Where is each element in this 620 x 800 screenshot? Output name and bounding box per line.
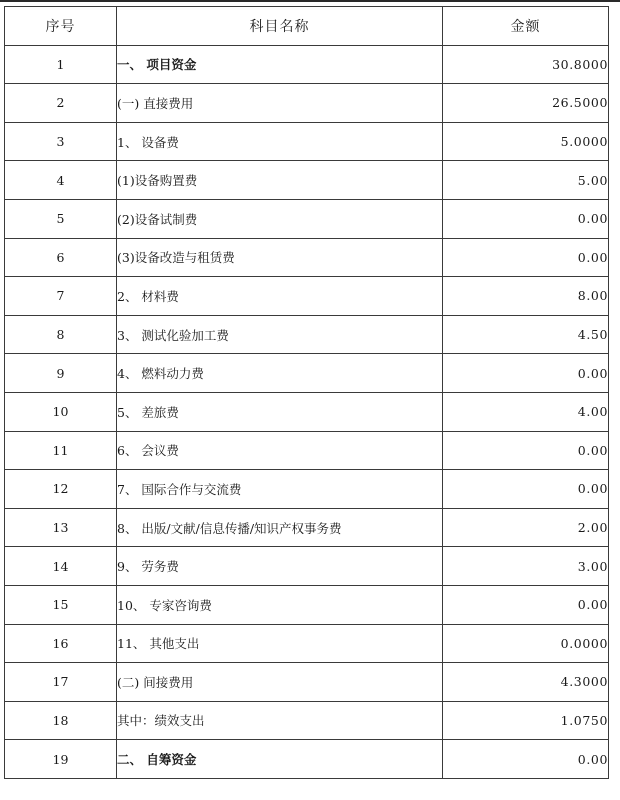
row-seq: 12 xyxy=(5,470,117,509)
header-amount: 金额 xyxy=(443,7,609,46)
row-seq: 15 xyxy=(5,585,117,624)
table-body xyxy=(5,45,609,778)
top-rule xyxy=(0,0,620,2)
row-amount: 0.00 xyxy=(443,199,609,238)
row-subject-name: 其中：绩效支出 xyxy=(117,701,443,740)
row-amount: 26.5000 xyxy=(443,84,609,123)
table-row xyxy=(5,470,609,509)
row-seq: 13 xyxy=(5,508,117,547)
table-row xyxy=(5,431,609,470)
row-amount: 4.3000 xyxy=(443,663,609,702)
row-subject-name: 二、 自筹资金 xyxy=(117,740,443,779)
row-amount: 4.50 xyxy=(443,315,609,354)
row-subject-name: (2)设备试制费 xyxy=(117,199,443,238)
row-subject-name: (二) 间接费用 xyxy=(117,663,443,702)
row-subject-name: (3)设备改造与租赁费 xyxy=(117,238,443,277)
header-name: 科目名称 xyxy=(117,7,443,46)
row-amount: 0.00 xyxy=(443,354,609,393)
budget-table xyxy=(4,6,609,779)
row-subject-name: 2、 材料费 xyxy=(117,277,443,316)
row-seq: 2 xyxy=(5,84,117,123)
table-header xyxy=(5,7,609,46)
row-seq: 16 xyxy=(5,624,117,663)
table-row xyxy=(5,740,609,779)
header-seq: 序号 xyxy=(5,7,117,46)
header-row xyxy=(5,7,609,46)
row-seq: 17 xyxy=(5,663,117,702)
row-subject-name: 9、 劳务费 xyxy=(117,547,443,586)
table-row xyxy=(5,277,609,316)
row-amount: 30.8000 xyxy=(443,45,609,84)
table-row xyxy=(5,508,609,547)
row-seq: 4 xyxy=(5,161,117,200)
row-seq: 8 xyxy=(5,315,117,354)
row-amount: 1.0750 xyxy=(443,701,609,740)
table-row xyxy=(5,199,609,238)
table-row xyxy=(5,238,609,277)
row-amount: 5.00 xyxy=(443,161,609,200)
row-seq: 19 xyxy=(5,740,117,779)
row-subject-name: 10、 专家咨询费 xyxy=(117,585,443,624)
row-subject-name: 一、 项目资金 xyxy=(117,45,443,84)
row-amount: 0.00 xyxy=(443,585,609,624)
row-amount: 0.00 xyxy=(443,431,609,470)
row-subject-name: 4、 燃料动力费 xyxy=(117,354,443,393)
row-seq: 6 xyxy=(5,238,117,277)
table-row xyxy=(5,624,609,663)
row-amount: 0.00 xyxy=(443,740,609,779)
row-subject-name: 11、 其他支出 xyxy=(117,624,443,663)
row-amount: 0.0000 xyxy=(443,624,609,663)
table-row xyxy=(5,547,609,586)
row-amount: 0.00 xyxy=(443,470,609,509)
table-row xyxy=(5,392,609,431)
row-subject-name: 6、 会议费 xyxy=(117,431,443,470)
row-seq: 5 xyxy=(5,199,117,238)
row-seq: 1 xyxy=(5,45,117,84)
table-row xyxy=(5,161,609,200)
row-subject-name: 7、 国际合作与交流费 xyxy=(117,470,443,509)
row-seq: 14 xyxy=(5,547,117,586)
row-amount: 8.00 xyxy=(443,277,609,316)
table-row xyxy=(5,701,609,740)
row-seq: 10 xyxy=(5,392,117,431)
table-row xyxy=(5,122,609,161)
row-seq: 11 xyxy=(5,431,117,470)
row-subject-name: 8、 出版/文献/信息传播/知识产权事务费 xyxy=(117,508,443,547)
row-seq: 9 xyxy=(5,354,117,393)
table-row xyxy=(5,585,609,624)
row-seq: 3 xyxy=(5,122,117,161)
row-subject-name: 3、 测试化验加工费 xyxy=(117,315,443,354)
row-seq: 18 xyxy=(5,701,117,740)
row-subject-name: (一) 直接费用 xyxy=(117,84,443,123)
row-subject-name: (1)设备购置费 xyxy=(117,161,443,200)
table-row xyxy=(5,84,609,123)
row-subject-name: 5、 差旅费 xyxy=(117,392,443,431)
row-amount: 3.00 xyxy=(443,547,609,586)
row-amount: 4.00 xyxy=(443,392,609,431)
row-subject-name: 1、 设备费 xyxy=(117,122,443,161)
table-row xyxy=(5,315,609,354)
row-amount: 5.0000 xyxy=(443,122,609,161)
row-amount: 2.00 xyxy=(443,508,609,547)
table-row xyxy=(5,354,609,393)
row-amount: 0.00 xyxy=(443,238,609,277)
table-row xyxy=(5,663,609,702)
row-seq: 7 xyxy=(5,277,117,316)
table-row xyxy=(5,45,609,84)
